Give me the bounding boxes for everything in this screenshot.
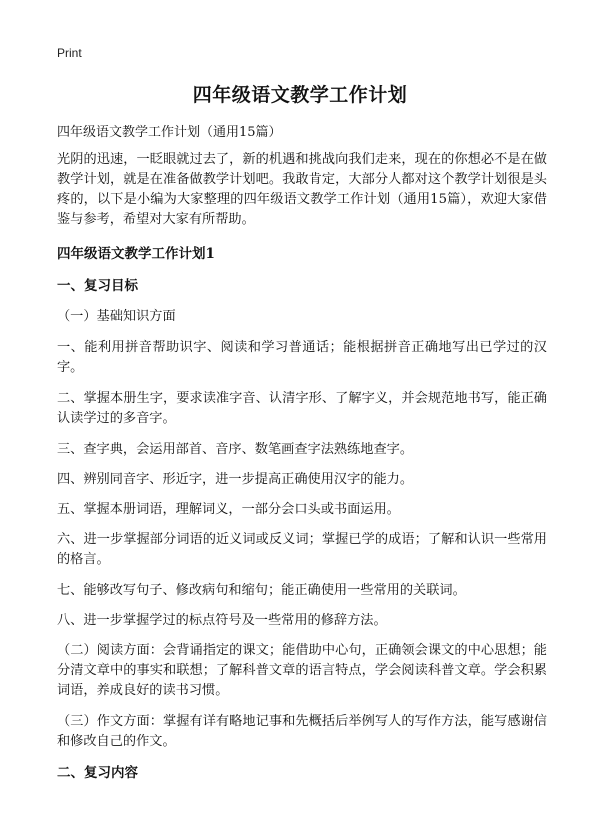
basic-knowledge-heading: （一）基础知识方面 xyxy=(57,309,176,324)
goal-item-4: 四、辨别同音字、形近字，进一步提高正确使用汉字的能力。 xyxy=(57,472,414,487)
goal-item-5: 五、掌握本册词语，理解词义，一部分会口头或书面运用。 xyxy=(57,502,400,517)
goal-item-1: 一、能利用拼音帮助识字、阅读和学习普通话；能根据拼音正确地写出已学过的汉字。 xyxy=(57,340,547,375)
goal-item-8: 八、进一步掌握学过的标点符号及一些常用的修辞方法。 xyxy=(57,613,387,628)
review-content-heading: 二、复习内容 xyxy=(57,765,138,781)
document-body xyxy=(57,150,547,794)
goal-item-3: 三、查字典，会运用部首、音序、数笔画查字法熟练地查字。 xyxy=(57,442,414,457)
reading-goals: （二）阅读方面：会背诵指定的课文；能借助中心句，正确领会课文的中心思想；能分清文章中的事实和联想；了解科普文章的语言特点，学会阅读科普文章。学会积累词语，养成良好的读书习惯。 xyxy=(57,643,547,698)
section-title: 四年级语文教学工作计划1 xyxy=(57,246,215,262)
print-label[interactable]: Print xyxy=(57,46,82,60)
goal-item-7: 七、能够改写句子、修改病句和缩句；能正确使用一些常用的关联词。 xyxy=(57,583,466,598)
document-subtitle: 四年级语文教学工作计划（通用15篇） xyxy=(57,125,282,140)
goal-item-6: 六、进一步掌握部分词语的近义词或反义词；掌握已学的成语；了解和认识一些常用的格言。 xyxy=(57,532,547,567)
intro-paragraph: 光阴的迅速，一眨眼就过去了，新的机遇和挑战向我们走来，现在的你想必不是在做教学计划，就是在准备做教学计划吧。我敢肯定，大部分人都对这个教学计划很是头疼的，以下是小编为大家整理的四年级语文教学工作计划（通用15篇），欢迎大家借鉴与参考，希望对大家有所帮助。 xyxy=(57,152,547,227)
writing-goals: （三）作文方面：掌握有详有略地记事和先概括后举例写人的写作方法，能写感谢信和修改自己的作文。 xyxy=(57,714,547,749)
goal-item-2: 二、掌握本册生字，要求读准字音、认清字形、了解字义，并会规范地书写，能正确认读学过的多音字。 xyxy=(57,391,547,426)
review-goals-heading: 一、复习目标 xyxy=(57,278,138,294)
document-title: 四年级语文教学工作计划 xyxy=(192,84,408,106)
